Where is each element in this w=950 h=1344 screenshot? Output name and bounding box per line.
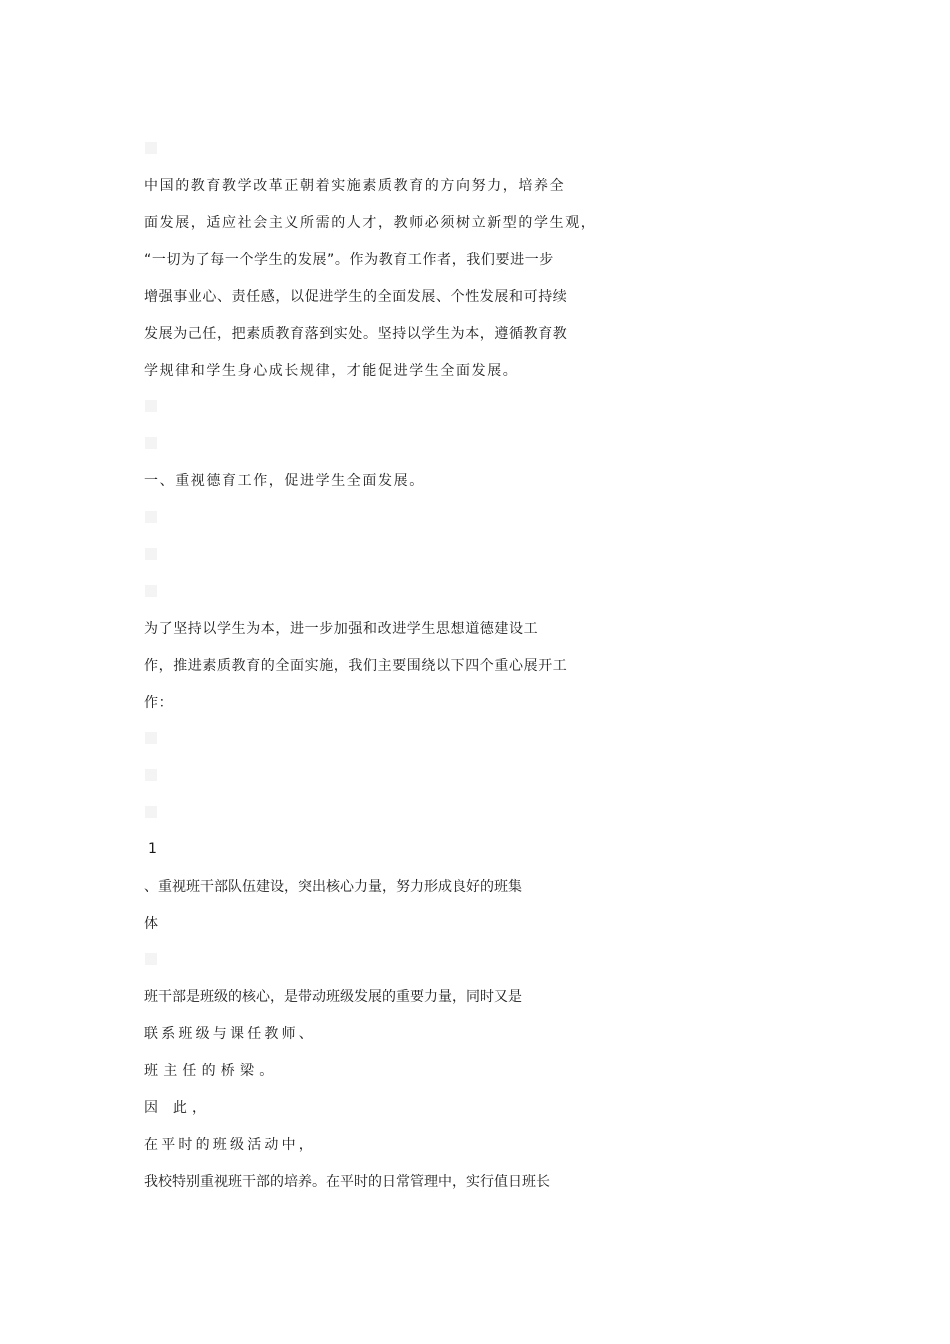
intro-line-3: “一切为了每一个学生的发展”。作为教育工作者，我们要进一步 xyxy=(144,252,554,268)
item-body-line-5: 在平时的班级活动中， xyxy=(144,1137,316,1153)
intro-line-2: 面发展，适应社会主义所需的人才，教师必须树立新型的学生观， xyxy=(144,215,597,231)
section-body-line-2: 作，推进素质教育的全面实施，我们主要围绕以下四个重心展开工 xyxy=(144,658,568,674)
item-body-line-3: 班主任的桥梁。 xyxy=(144,1063,279,1079)
blank-paragraph-marker xyxy=(145,142,157,154)
blank-paragraph-marker xyxy=(145,769,157,781)
intro-line-5: 发展为己任，把素质教育落到实处。坚持以学生为本，遵循教育教 xyxy=(144,326,568,342)
item-body-line-4: 因 此， xyxy=(144,1100,212,1116)
item-heading-line-2: 体 xyxy=(144,916,158,932)
blank-paragraph-marker xyxy=(145,806,157,818)
blank-paragraph-marker xyxy=(145,437,157,449)
item-body-line-1: 班干部是班级的核心，是带动班级发展的重要力量，同时又是 xyxy=(144,989,522,1005)
intro-line-1: 中国的教育教学改革正朝着实施素质教育的方向努力，培养全 xyxy=(144,178,566,194)
item-heading-line-1: 、重视班干部队伍建设，突出核心力量，努力形成良好的班集 xyxy=(144,879,522,895)
blank-paragraph-marker xyxy=(145,548,157,560)
blank-paragraph-marker xyxy=(145,585,157,597)
item-body-line-6: 我校特别重视班干部的培养。在平时的日常管理中，实行值日班长 xyxy=(144,1174,550,1190)
section-heading: 一、重视德育工作，促进学生全面发展。 xyxy=(144,473,425,489)
blank-paragraph-marker xyxy=(145,732,157,744)
intro-line-4: 增强事业心、责任感，以促进学生的全面发展、个性发展和可持续 xyxy=(144,289,568,305)
intro-line-6: 学规律和学生身心成长规律，才能促进学生全面发展。 xyxy=(144,363,519,379)
blank-paragraph-marker xyxy=(145,511,157,523)
section-body-line-3: 作： xyxy=(144,695,174,711)
item-body-line-2: 联系班级与课任教师、 xyxy=(144,1026,316,1042)
blank-paragraph-marker xyxy=(145,953,157,965)
item-number: 1 xyxy=(148,841,157,857)
section-body-line-1: 为了坚持以学生为本，进一步加强和改进学生思想道德建设工 xyxy=(144,621,539,637)
blank-paragraph-marker xyxy=(145,400,157,412)
